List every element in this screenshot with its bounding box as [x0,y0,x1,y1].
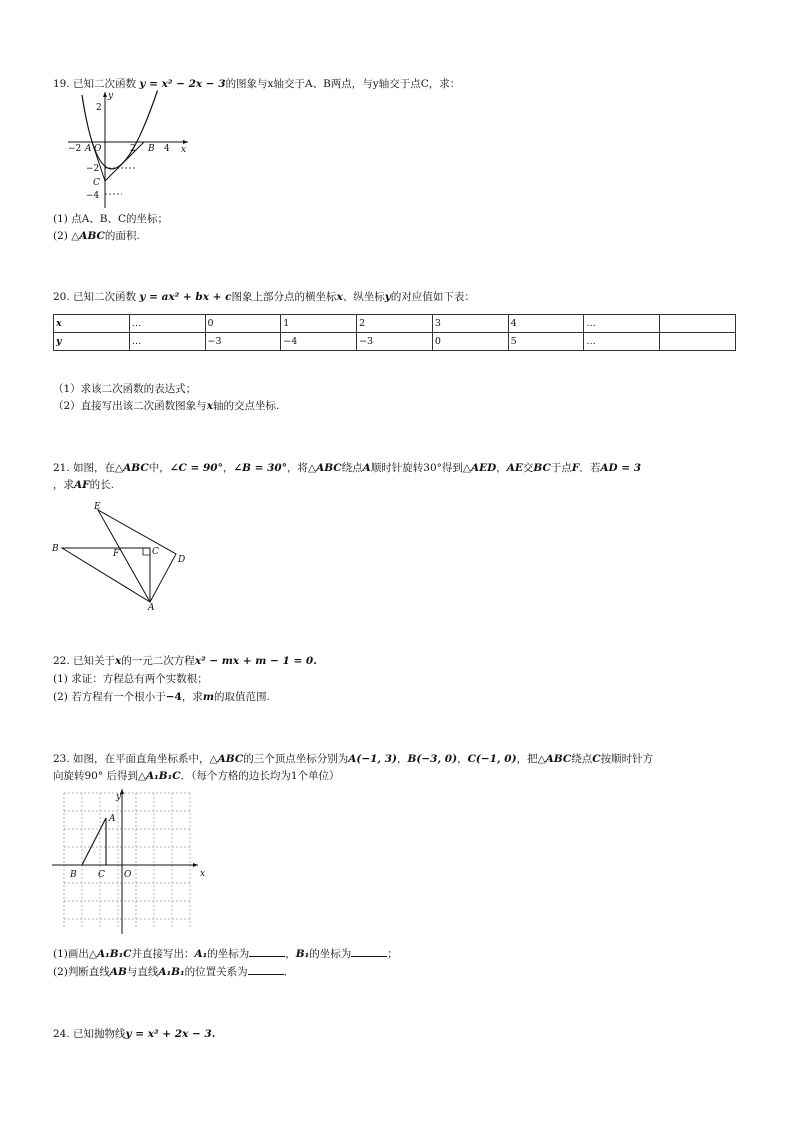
q20-stem: 20. 已知二次函数 y = ax² + bx + c图象上部分点的横坐标x、纵坐标y的对应值如下表： [53,291,475,303]
q23-part2: (2)判断直线AB与直线A₁B₁的位置关系为 ． [53,966,295,978]
table-cell: 0 [205,315,281,333]
q23-stem-line1: 23. 如图，在平面直角坐标系中，△ABC的三个顶点坐标分别为A(−1, 3)，B(−3, 0)，C(−1, 0)，把△ABC绕点C按顺时针方 [53,753,654,765]
q19-tick-2y: 2 [96,103,102,113]
q23-point-a: A [109,814,116,824]
q24-formula: y = x² + 2x − 3. [125,1028,216,1040]
q21-point-d: D [178,555,186,565]
q21-point-f: F [113,549,120,559]
q20-table-row-y [54,333,736,351]
answer-blank[interactable] [248,964,284,975]
table-cell [660,333,736,351]
q23-y-axis-label: y [116,792,122,802]
q24-number: 24. [53,1028,70,1040]
q19-parabola-curve [82,91,158,169]
table-cell: 3 [432,315,508,333]
q19-tick-4x: 4 [164,144,170,154]
q20-value-table [53,314,736,351]
q19-y-axis-label: y [108,91,114,101]
q19-part1: (1) 点A、B、C的坐标； [53,213,169,225]
table-cell: 1 [281,315,357,333]
table-cell: −3 [205,333,281,351]
q23-part1: (1)画出△A₁B₁C并直接写出：A₁的坐标为 ，B₁的坐标为 ； [53,948,398,960]
q20-table-row-x [54,315,736,333]
q21-triangle-figure [50,498,200,615]
table-cell: … [584,333,660,351]
q19-point-c: C [93,178,100,188]
table-cell: 4 [508,315,584,333]
q23-origin: O [124,870,132,880]
q20-part1: （1）求该二次函数的表达式； [53,383,197,395]
answer-blank[interactable] [249,946,285,957]
q19-point-a: A [85,144,92,154]
q19-number: 19. [53,78,70,90]
table-cell: −3 [357,333,433,351]
q21-number: 21. [53,462,70,474]
table-cell: 2 [357,315,433,333]
table-cell: 5 [508,333,584,351]
q19-tick-m4y: −4 [86,191,100,201]
q21-point-e: E [94,502,101,512]
q19-tick-2x: 2 [130,144,136,154]
table-cell: x [54,315,130,333]
q21-stem-line2: ，求AF的长. [53,479,114,491]
table-cell [660,315,736,333]
q19-tick-m2y: −2 [86,164,100,174]
q22-stem: 22. 已知关于x的一元二次方程x² − mx + m − 1 = 0. [53,655,317,667]
q19-part2: (2) △ABC的面积. [53,230,140,242]
q24-stem: 24. 已知抛物线y = x² + 2x − 3. [53,1028,216,1040]
table-cell: … [129,333,205,351]
table-cell: … [584,315,660,333]
q23-point-b: B [70,870,77,880]
q23-number: 23. [53,753,70,765]
table-cell: −4 [281,333,357,351]
q23-x-axis-label: x [200,869,206,879]
q19-x-axis-label: x [181,145,187,155]
q23-point-c: C [98,870,105,880]
q23-stem-line2: 向旋转90° 后得到△A₁B₁C．（每个方格的边长均为1个单位） [53,770,340,782]
answer-blank[interactable] [351,946,387,957]
q21-point-a: A [148,603,155,612]
table-cell: y [54,333,130,351]
q22-part1: (1) 求证：方程总有两个实数根； [53,673,208,685]
q19-origin: O [94,144,102,154]
q22-part2: (2) 若方程有一个根小于−4，求m的取值范围. [53,691,270,703]
q19-parabola-graph [60,90,200,213]
q20-part2: （2）直接写出该二次函数图象与x轴的交点坐标. [53,400,280,412]
q19-point-b: B [148,144,155,154]
q19-stem: 19. 已知二次函数 y = x² − 2x − 3的图象与x轴交于A、B两点，与y轴交于点C，求： [53,78,461,90]
table-cell: 0 [432,333,508,351]
q19-formula: y = x² − 2x − 3 [139,78,226,90]
q21-stem-line1: 21. 如图，在△ABC中，∠C = 90°，∠B = 30°，将△ABC绕点A顺时针旋转30°得到△AED，AE交BC于点F．若AD = 3 [53,462,641,474]
q21-point-b: B [52,544,59,554]
q19-tick-m2x: −2 [68,144,82,154]
table-cell: … [129,315,205,333]
q22-number: 22. [53,655,70,667]
q20-number: 20. [53,291,70,303]
q20-formula: y = ax² + bx + c [139,291,232,303]
q21-point-c: C [152,547,159,557]
q22-formula: x² − mx + m − 1 = 0. [194,655,317,667]
q23-coordinate-grid [50,788,210,939]
